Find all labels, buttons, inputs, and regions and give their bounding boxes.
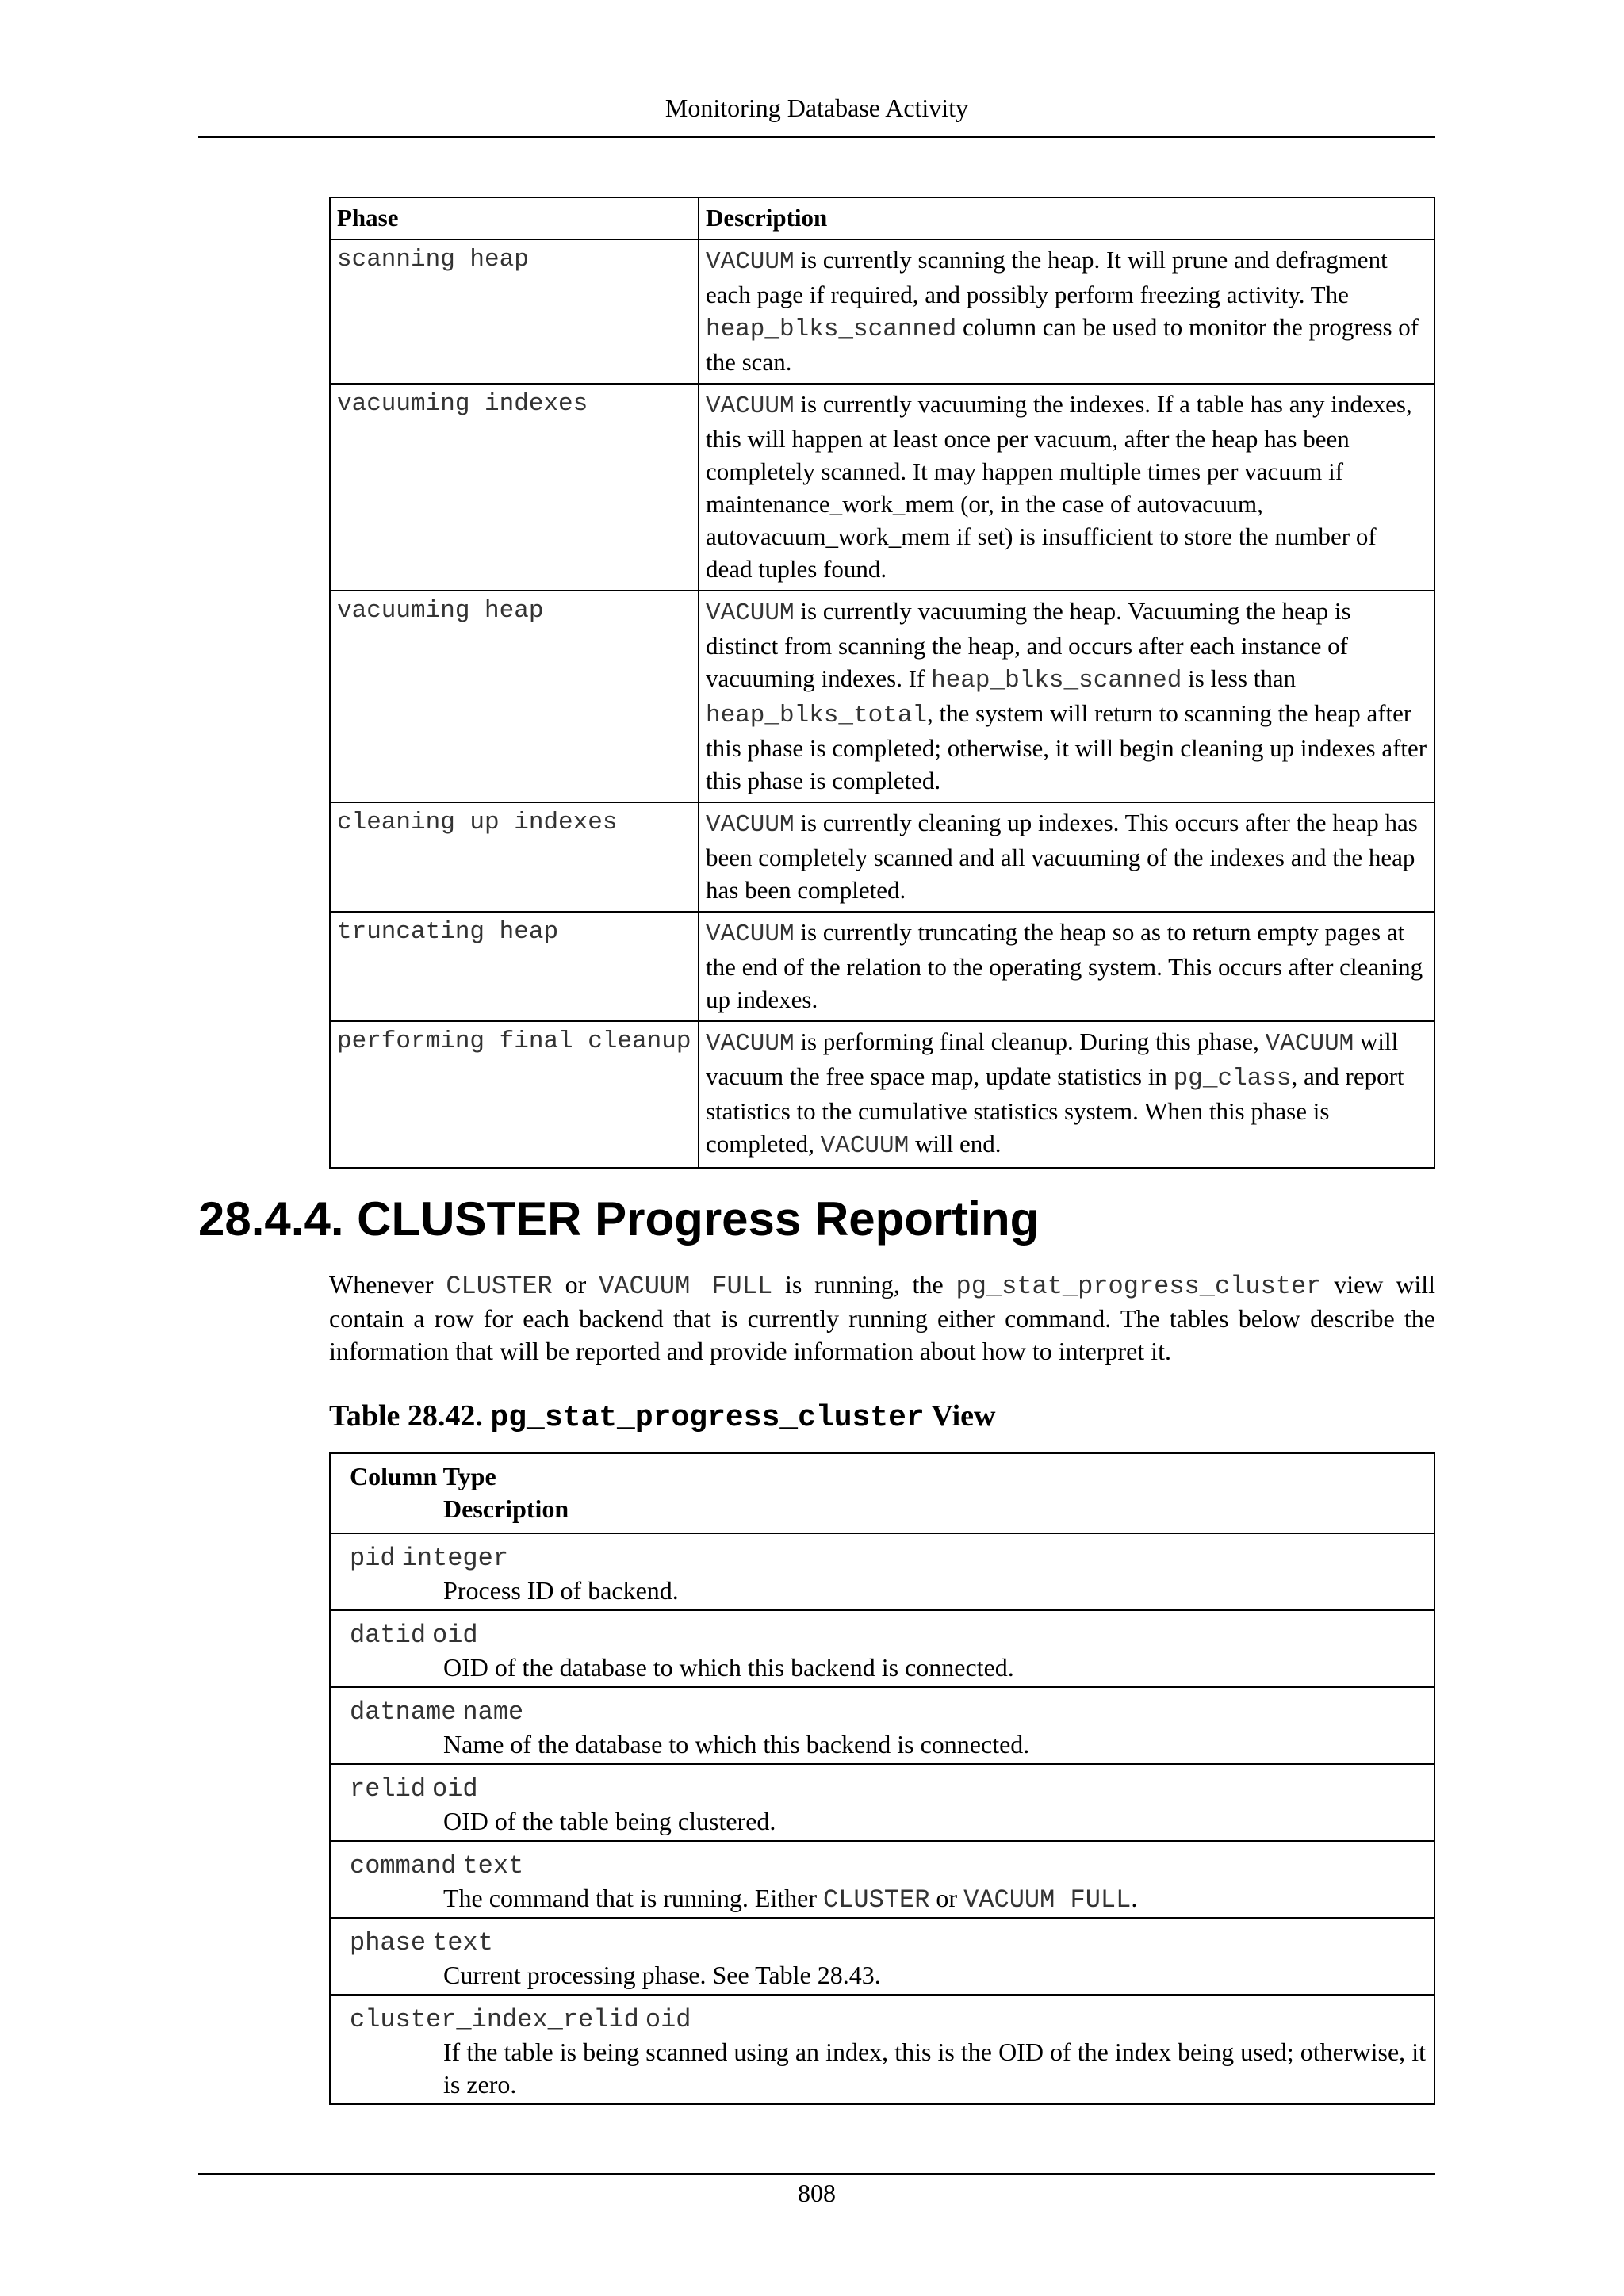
footer-rule xyxy=(198,2173,1435,2175)
inline-code: VACUUM xyxy=(706,392,795,420)
phase-description xyxy=(699,591,1434,802)
text-run: The command that is running. Either xyxy=(443,1884,823,1912)
description-header: Description xyxy=(443,1494,569,1523)
column-name: datid xyxy=(350,1621,427,1650)
view-table-row xyxy=(331,1763,1434,1840)
inline-code: VACUUM xyxy=(1265,1030,1354,1058)
text-run: Name of the database to which this backend is connected. xyxy=(443,1730,1030,1758)
column-type: oid xyxy=(432,1621,478,1650)
text-run: is currently cleaning up indexes. This occurs after the heap has been completely scanned and all vacuuming of the indexes and the heap has been completed. xyxy=(706,809,1418,904)
column-type: integer xyxy=(401,1544,509,1573)
phase-name: vacuuming heap xyxy=(330,591,699,802)
inline-code: VACUUM xyxy=(820,1132,910,1160)
column-signature xyxy=(350,1540,1426,1575)
text-run: OID of the table being clustered. xyxy=(443,1807,776,1835)
inline-code: VACUUM xyxy=(706,599,795,627)
text-run: is currently vacuuming the heap. Vacuuming the heap is distinct from scanning the heap, and occurs after each instance of vacuuming indexes. If xyxy=(706,597,1351,692)
text-run: is running, the xyxy=(772,1270,956,1299)
column-description xyxy=(350,1728,1426,1761)
phase-name: vacuuming indexes xyxy=(330,384,699,591)
phase-row xyxy=(330,802,1434,912)
view-table-row xyxy=(331,1533,1434,1609)
inline-code: pg_class xyxy=(1173,1065,1292,1093)
inline-code: VACUUM xyxy=(706,248,795,276)
text-run: is currently vacuuming the indexes. If a table has any indexes, this will happen at least once per vacuum, after the heap has been completely scanned. It may happen multiple times per vacuum if maintenance_work_mem (or, in the case of autovacuum, autovacuum_work_mem if set) is insufficient to store the number of dead tuples found. xyxy=(706,390,1412,583)
text-run: or xyxy=(552,1270,599,1299)
page-number: 808 xyxy=(798,2179,836,2207)
column-name: datname xyxy=(350,1697,457,1727)
inline-code: heap_blks_scanned xyxy=(931,667,1182,695)
column-name: cluster_index_relid xyxy=(350,2005,639,2034)
phase-description xyxy=(699,384,1434,591)
column-type: oid xyxy=(432,1774,478,1804)
view-table-row xyxy=(331,1917,1434,1994)
phase-description xyxy=(699,1021,1434,1168)
view-table-header xyxy=(331,1454,1434,1533)
inline-code: VACUUM xyxy=(706,920,795,948)
column-type: text xyxy=(432,1928,493,1957)
text-run: will end. xyxy=(909,1130,1002,1158)
phase-column-header: Phase xyxy=(330,197,699,239)
running-header: Monitoring Database Activity xyxy=(665,94,969,122)
column-signature xyxy=(350,1925,1426,1959)
section-heading: 28.4.4. CLUSTER Progress Reporting xyxy=(198,1192,1040,1246)
text-run: Whenever xyxy=(329,1270,446,1299)
column-type: text xyxy=(462,1851,524,1881)
table-title-code: pg_stat_progress_cluster xyxy=(490,1401,925,1435)
column-description xyxy=(350,2036,1426,2101)
phase-row xyxy=(330,384,1434,591)
text-run: will vacuum the free space map, update statistics in xyxy=(706,1027,1399,1090)
view-table-row xyxy=(331,1609,1434,1686)
column-signature xyxy=(350,1848,1426,1882)
text-run: column can be used to monitor the progress of the scan. xyxy=(706,313,1419,376)
inline-code: VACUUM FULL xyxy=(963,1885,1132,1915)
view-table-row xyxy=(331,1840,1434,1917)
text-run: If the table is being scanned using an index, this is the OID of the index being used; otherwise, it is zero. xyxy=(443,2038,1426,2099)
column-description xyxy=(350,1959,1426,1992)
text-run: , the system will return to scanning the heap after this phase is completed; otherwise, it will begin cleaning up indexes after this phase is completed. xyxy=(706,699,1427,794)
column-signature xyxy=(350,1771,1426,1805)
phase-description xyxy=(699,239,1434,384)
text-run: is less than xyxy=(1182,664,1297,692)
phase-description xyxy=(699,802,1434,912)
description-column-header: Description xyxy=(699,197,1434,239)
phase-table-header-row xyxy=(330,197,1434,239)
column-description xyxy=(350,1882,1426,1916)
column-description xyxy=(350,1805,1426,1838)
text-run: Process ID of backend. xyxy=(443,1576,679,1605)
column-name: pid xyxy=(350,1544,396,1573)
column-type: name xyxy=(462,1697,524,1727)
column-signature xyxy=(350,1617,1426,1651)
section-intro-paragraph xyxy=(329,1269,1435,1368)
inline-code: heap_blks_total xyxy=(706,702,928,729)
column-signature xyxy=(350,1694,1426,1728)
phase-row xyxy=(330,239,1434,384)
inline-code: VACUUM xyxy=(706,1030,795,1058)
column-description xyxy=(350,1575,1426,1607)
inline-code: CLUSTER xyxy=(446,1272,553,1301)
phase-name: scanning heap xyxy=(330,239,699,384)
view-table-row xyxy=(331,1994,1434,2103)
phase-name: cleaning up indexes xyxy=(330,802,699,912)
inline-code: CLUSTER xyxy=(823,1885,930,1915)
inline-code: pg_stat_progress_cluster xyxy=(956,1272,1322,1301)
text-run: . xyxy=(1131,1884,1138,1912)
inline-code: heap_blks_scanned xyxy=(706,316,957,343)
text-run: Current processing phase. See Table 28.43. xyxy=(443,1961,881,1989)
phase-name: performing final cleanup xyxy=(330,1021,699,1168)
column-type: oid xyxy=(645,2005,691,2034)
column-name: relid xyxy=(350,1774,427,1804)
view-table xyxy=(329,1452,1435,2105)
phase-name: truncating heap xyxy=(330,912,699,1021)
phase-description xyxy=(699,912,1434,1021)
column-type-header: Column Type xyxy=(350,1462,496,1490)
column-description xyxy=(350,1651,1426,1684)
header-rule xyxy=(198,136,1435,138)
column-name: command xyxy=(350,1851,457,1881)
phase-table xyxy=(329,197,1435,1169)
phase-row xyxy=(330,1021,1434,1168)
text-run: is currently scanning the heap. It will prune and defragment each page if required, and possibly perform freezing activity. The xyxy=(706,246,1388,308)
text-run: is currently truncating the heap so as to return empty pages at the end of the relation to the operating system. This occurs after cleaning up indexes. xyxy=(706,918,1423,1013)
table-title-suffix: View xyxy=(924,1399,996,1433)
inline-code: VACUUM FULL xyxy=(599,1272,773,1301)
column-signature xyxy=(350,2002,1426,2036)
view-table-row xyxy=(331,1686,1434,1763)
table-title xyxy=(329,1395,995,1439)
table-title-prefix: Table 28.42. xyxy=(329,1399,491,1433)
text-run: view will contain a row for each backend that is currently running either command. The tables below describe the information that will be reported and provide information about how to interpret it. xyxy=(329,1270,1436,1365)
text-run: OID of the database to which this backend is connected. xyxy=(443,1653,1014,1682)
text-run: or xyxy=(929,1884,964,1912)
phase-row xyxy=(330,912,1434,1021)
text-run: is performing final cleanup. During this phase, xyxy=(794,1027,1266,1055)
inline-code: VACUUM xyxy=(706,811,795,839)
text-run: , and report statistics to the cumulative statistics system. When this phase is completed, xyxy=(706,1062,1404,1158)
column-name: phase xyxy=(350,1928,427,1957)
phase-row xyxy=(330,591,1434,802)
